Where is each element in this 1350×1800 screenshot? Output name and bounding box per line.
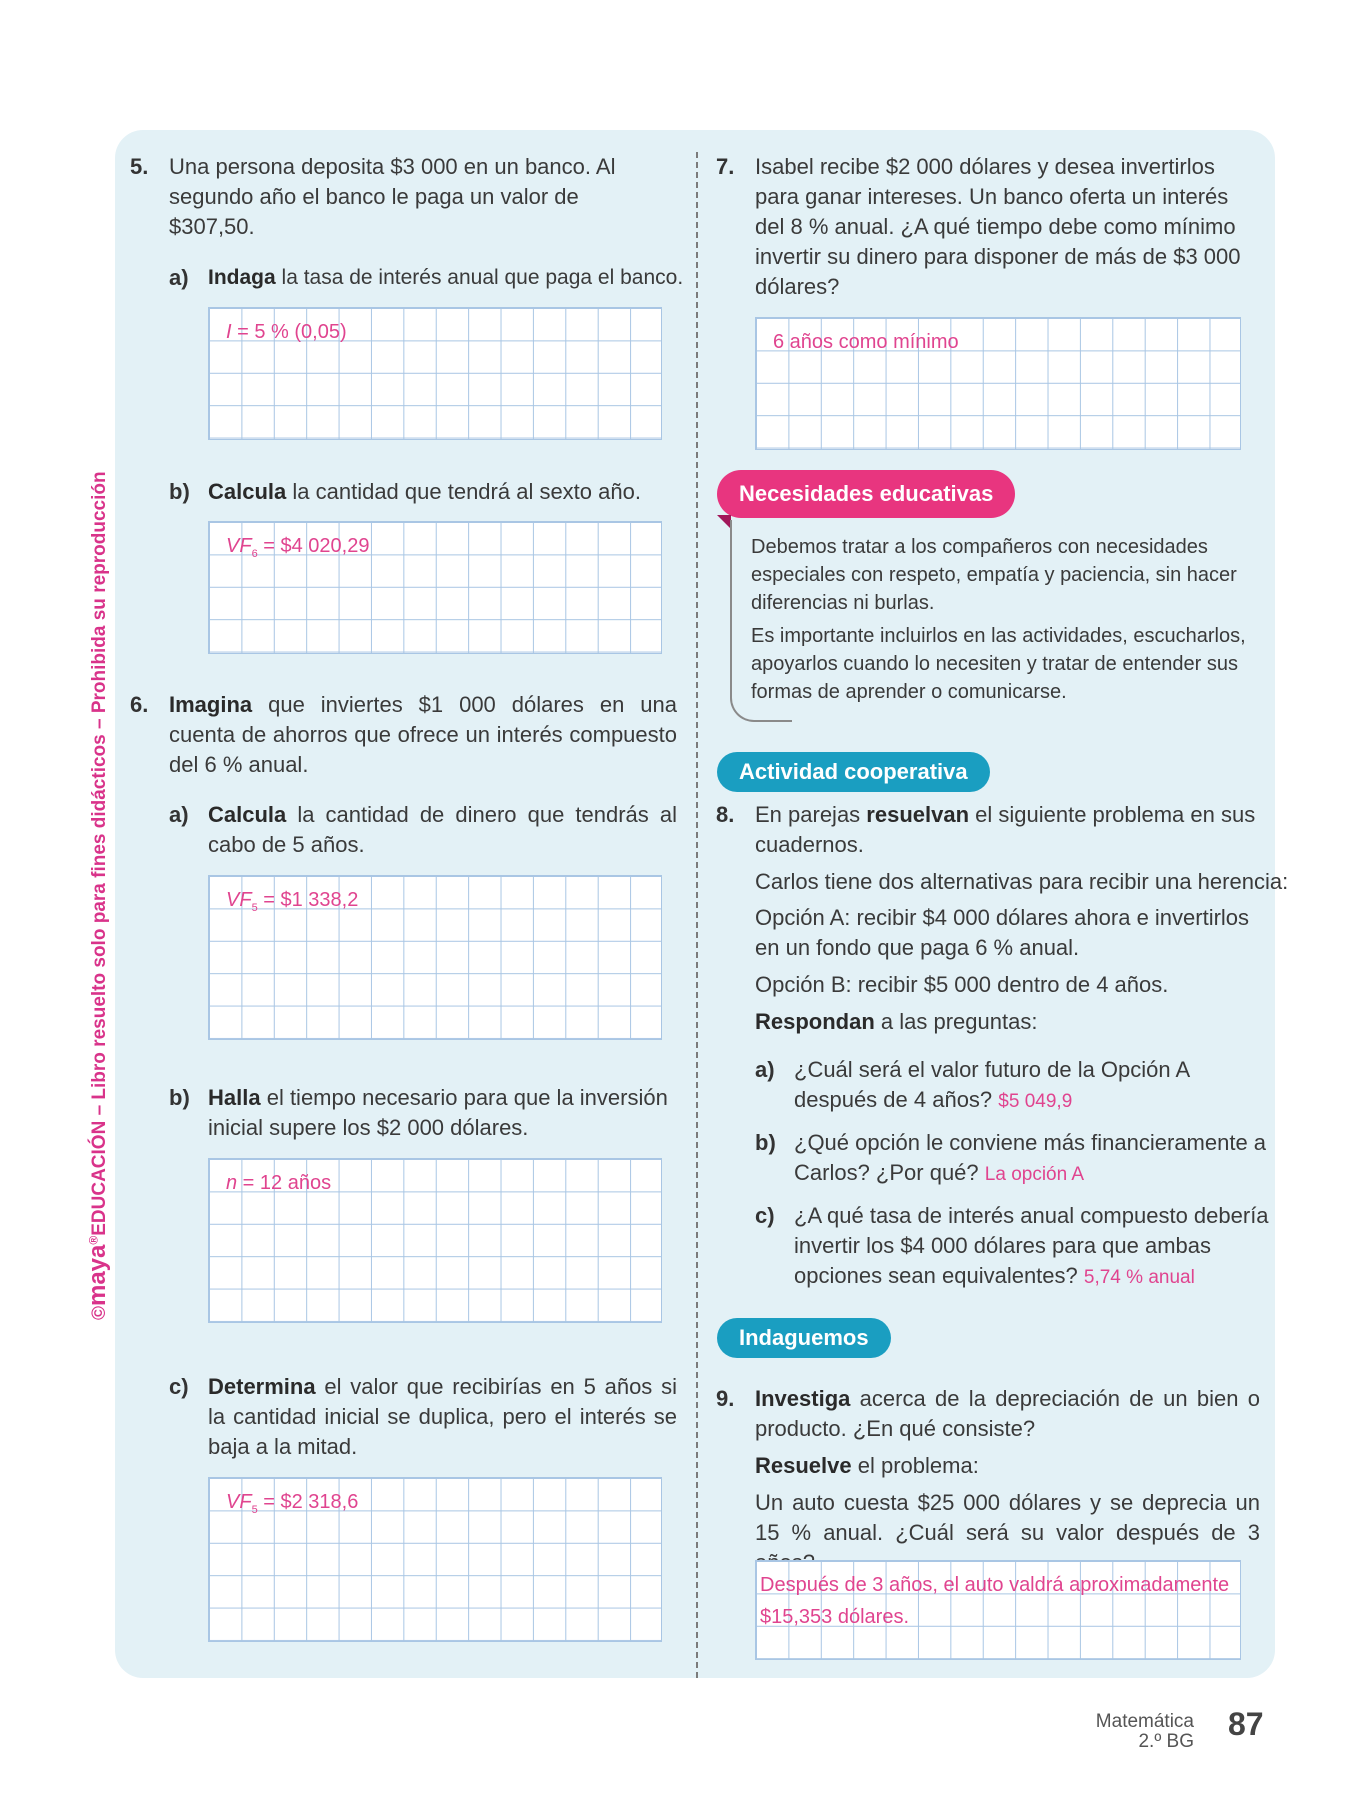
copyright-sidebar <box>84 471 112 1320</box>
q6b-text <box>208 1083 688 1143</box>
registered-mark: ® <box>86 1235 101 1245</box>
q5a-verb: Indaga <box>208 266 276 289</box>
q6-verb: Imagina <box>169 692 253 717</box>
q9-problem: Un auto cuesta $25 000 dólares y se deprecia un 15 % anual. ¿Cuál será su valor después de 3 <box>755 1490 1260 1545</box>
q6a-label: a) <box>169 802 189 827</box>
q6c-answer <box>226 1486 358 1526</box>
q6b-label: b) <box>169 1085 190 1110</box>
q8-intro-pre: En parejas <box>755 802 867 827</box>
q6c-answer-value: = $2 318,6 <box>257 1491 359 1513</box>
grade-level: 2.º BG <box>1138 1731 1194 1752</box>
q5b-rest: la cantidad que tendrá al sexto año. <box>286 479 641 504</box>
q6b-rest: el tiempo necesario para que la inversión inicial supere los $2 000 dólares. <box>208 1085 668 1140</box>
q5-number: 5. <box>130 154 149 179</box>
q8c-text <box>794 1201 1270 1293</box>
q8a-text <box>794 1055 1270 1117</box>
q8-line-1: Carlos tiene dos alternativas para recibir una herencia: <box>755 869 1289 894</box>
q6a-answer-var: VF <box>226 889 252 911</box>
necesidades-tab-fold <box>717 515 731 529</box>
q5a-text <box>208 263 688 293</box>
q6a-answer-value: = $1 338,2 <box>257 889 359 911</box>
q5-text: Una persona deposita $3 000 en un banco. Al segundo año el banco le paga un valor de $307,50. <box>169 154 616 239</box>
q6-number: 6. <box>130 692 149 717</box>
q8-respond-post: a las preguntas: <box>874 1009 1038 1034</box>
q6c-text <box>208 1372 677 1462</box>
q5a-answer-value: = 5 % (0,05) <box>231 321 347 343</box>
q8-line-2: Opción A: recibir $4 000 dólares ahora e invertirlos en un fondo que paga 6 % anual. <box>755 905 1250 960</box>
q6b-answer-var: n <box>226 1172 238 1194</box>
q6a-answer-sub: 5 <box>251 902 258 914</box>
cooperativa-title: Actividad cooperativa <box>717 752 990 792</box>
necesidades-paragraph-2: Es importante incluirlos en las actividades, escucharlos, apoyarlos cuando lo necesiten y tratar de entender sus formas de aprender o comunicarse. <box>751 625 1246 703</box>
q9-answer-line-1: Después de 3 años, el auto valdrá aproximadamente <box>760 1574 1230 1596</box>
q9-rest: acerca de la depreciación de un bien o producto. ¿En qué consiste? <box>755 1386 1260 1441</box>
q6b-answer <box>226 1167 331 1199</box>
q8-respond-verb: Respondan <box>755 1009 875 1034</box>
q9-resuelve <box>755 1451 1260 1481</box>
indaguemos-title: Indaguemos <box>717 1318 891 1358</box>
q5a-label: a) <box>169 265 189 290</box>
q9-resuelve-verb: Resuelve <box>755 1453 852 1478</box>
q5a-rest: la tasa de interés anual que paga el banco. <box>275 266 684 289</box>
q6c-answer-sub: 5 <box>251 1504 258 1516</box>
footer-subject <box>1096 1712 1194 1752</box>
q8-intro-verb: resuelvan <box>866 802 970 827</box>
necesidades-paragraph-1: Debemos tratar a los compañeros con necesidades especiales con respeto, empatía y paciencia, sin hacer diferencias ni burlas. <box>751 536 1237 614</box>
column-divider <box>696 152 698 1678</box>
q6c-label: c) <box>169 1374 189 1399</box>
q7-number: 7. <box>716 154 735 179</box>
q8b-answer: La opción A <box>984 1164 1085 1185</box>
q8a-label: a) <box>755 1057 775 1082</box>
q8c-question: ¿A qué tasa de interés anual compuesto debería invertir los $4 000 dólares para que ambas opciones sean equivalentes? <box>794 1203 1269 1288</box>
copyright-text: EDUCACIÓN – Libro resuelto solo para fines didácticos – Prohibida su reproducción <box>89 471 110 1236</box>
q6c-rest: el valor que recibirías en 5 años si la cantidad inicial se duplica, pero el interés se baja a la mitad. <box>208 1374 677 1459</box>
q8-intro-post: el siguiente problema en sus cuadernos. <box>755 802 1256 857</box>
brand-logo: maya <box>84 1244 111 1306</box>
q6b-answer-value: = 12 años <box>237 1172 332 1194</box>
q6a-answer <box>226 884 358 924</box>
q5a-answer-var: I <box>226 321 232 343</box>
necesidades-title: Necesidades educativas <box>717 470 1015 518</box>
q5b-label: b) <box>169 479 190 504</box>
q6c-answer-var: VF <box>226 1491 252 1513</box>
copyright-symbol: © <box>89 1306 110 1320</box>
q9-number: 9. <box>716 1386 735 1411</box>
q6-text <box>169 690 677 780</box>
q8c-answer: 5,74 % anual <box>1083 1267 1195 1288</box>
q9-text <box>755 1384 1260 1444</box>
q6-rest: que inviertes $1 000 dólares en una cuenta de ahorros que ofrece un interés compuesto del 6 % anual. <box>169 692 677 777</box>
q7-text: Isabel recibe $2 000 dólares y desea invertirlos para ganar intereses. Un banco oferta un interés del 8 % anual. ¿A qué tiempo debe como mínimo invertir su dinero para disponer de más de $3 000 dólares? <box>755 154 1241 299</box>
q9-verb: Investiga <box>755 1386 851 1411</box>
q9-resuelve-post: el problema: <box>851 1453 979 1478</box>
q8-intro <box>755 800 1270 860</box>
q6a-rest: la cantidad de dinero que tendrás al cabo de 5 años. <box>208 802 677 857</box>
q8-number: 8. <box>716 802 735 827</box>
q5b-answer-var: VF <box>226 535 252 557</box>
q8a-answer: $5 049,9 <box>998 1091 1073 1112</box>
q5b-verb: Calcula <box>208 479 287 504</box>
q7-answer: 6 años como mínimo <box>773 331 959 353</box>
q5b-answer-value: = $4 020,29 <box>257 535 370 557</box>
q8-respond <box>755 1007 1270 1037</box>
subject-name: Matemática <box>1095 1711 1194 1732</box>
q9-answer-line-2: $15,353 dólares. <box>760 1606 910 1628</box>
q6a-text <box>208 800 677 860</box>
q6a-verb: Calcula <box>208 802 287 827</box>
q5b-answer-sub: 6 <box>251 548 258 560</box>
page-number: 87 <box>1228 1706 1264 1742</box>
q8b-text <box>794 1128 1270 1190</box>
q6c-verb: Determina <box>208 1374 316 1399</box>
q6b-verb: Halla <box>208 1085 261 1110</box>
q8-line-3: Opción B: recibir $5 000 dentro de 4 años. <box>755 972 1169 997</box>
q5b-answer <box>226 530 369 570</box>
q8b-label: b) <box>755 1130 776 1155</box>
q5a-answer <box>226 316 347 348</box>
q5b-text <box>208 477 688 507</box>
q8b-question: ¿Qué opción le conviene más financieramente a Carlos? ¿Por qué? <box>794 1130 1267 1185</box>
q8a-question: ¿Cuál será el valor futuro de la Opción A después de 4 años? <box>794 1057 1189 1112</box>
q8c-label: c) <box>755 1203 775 1228</box>
